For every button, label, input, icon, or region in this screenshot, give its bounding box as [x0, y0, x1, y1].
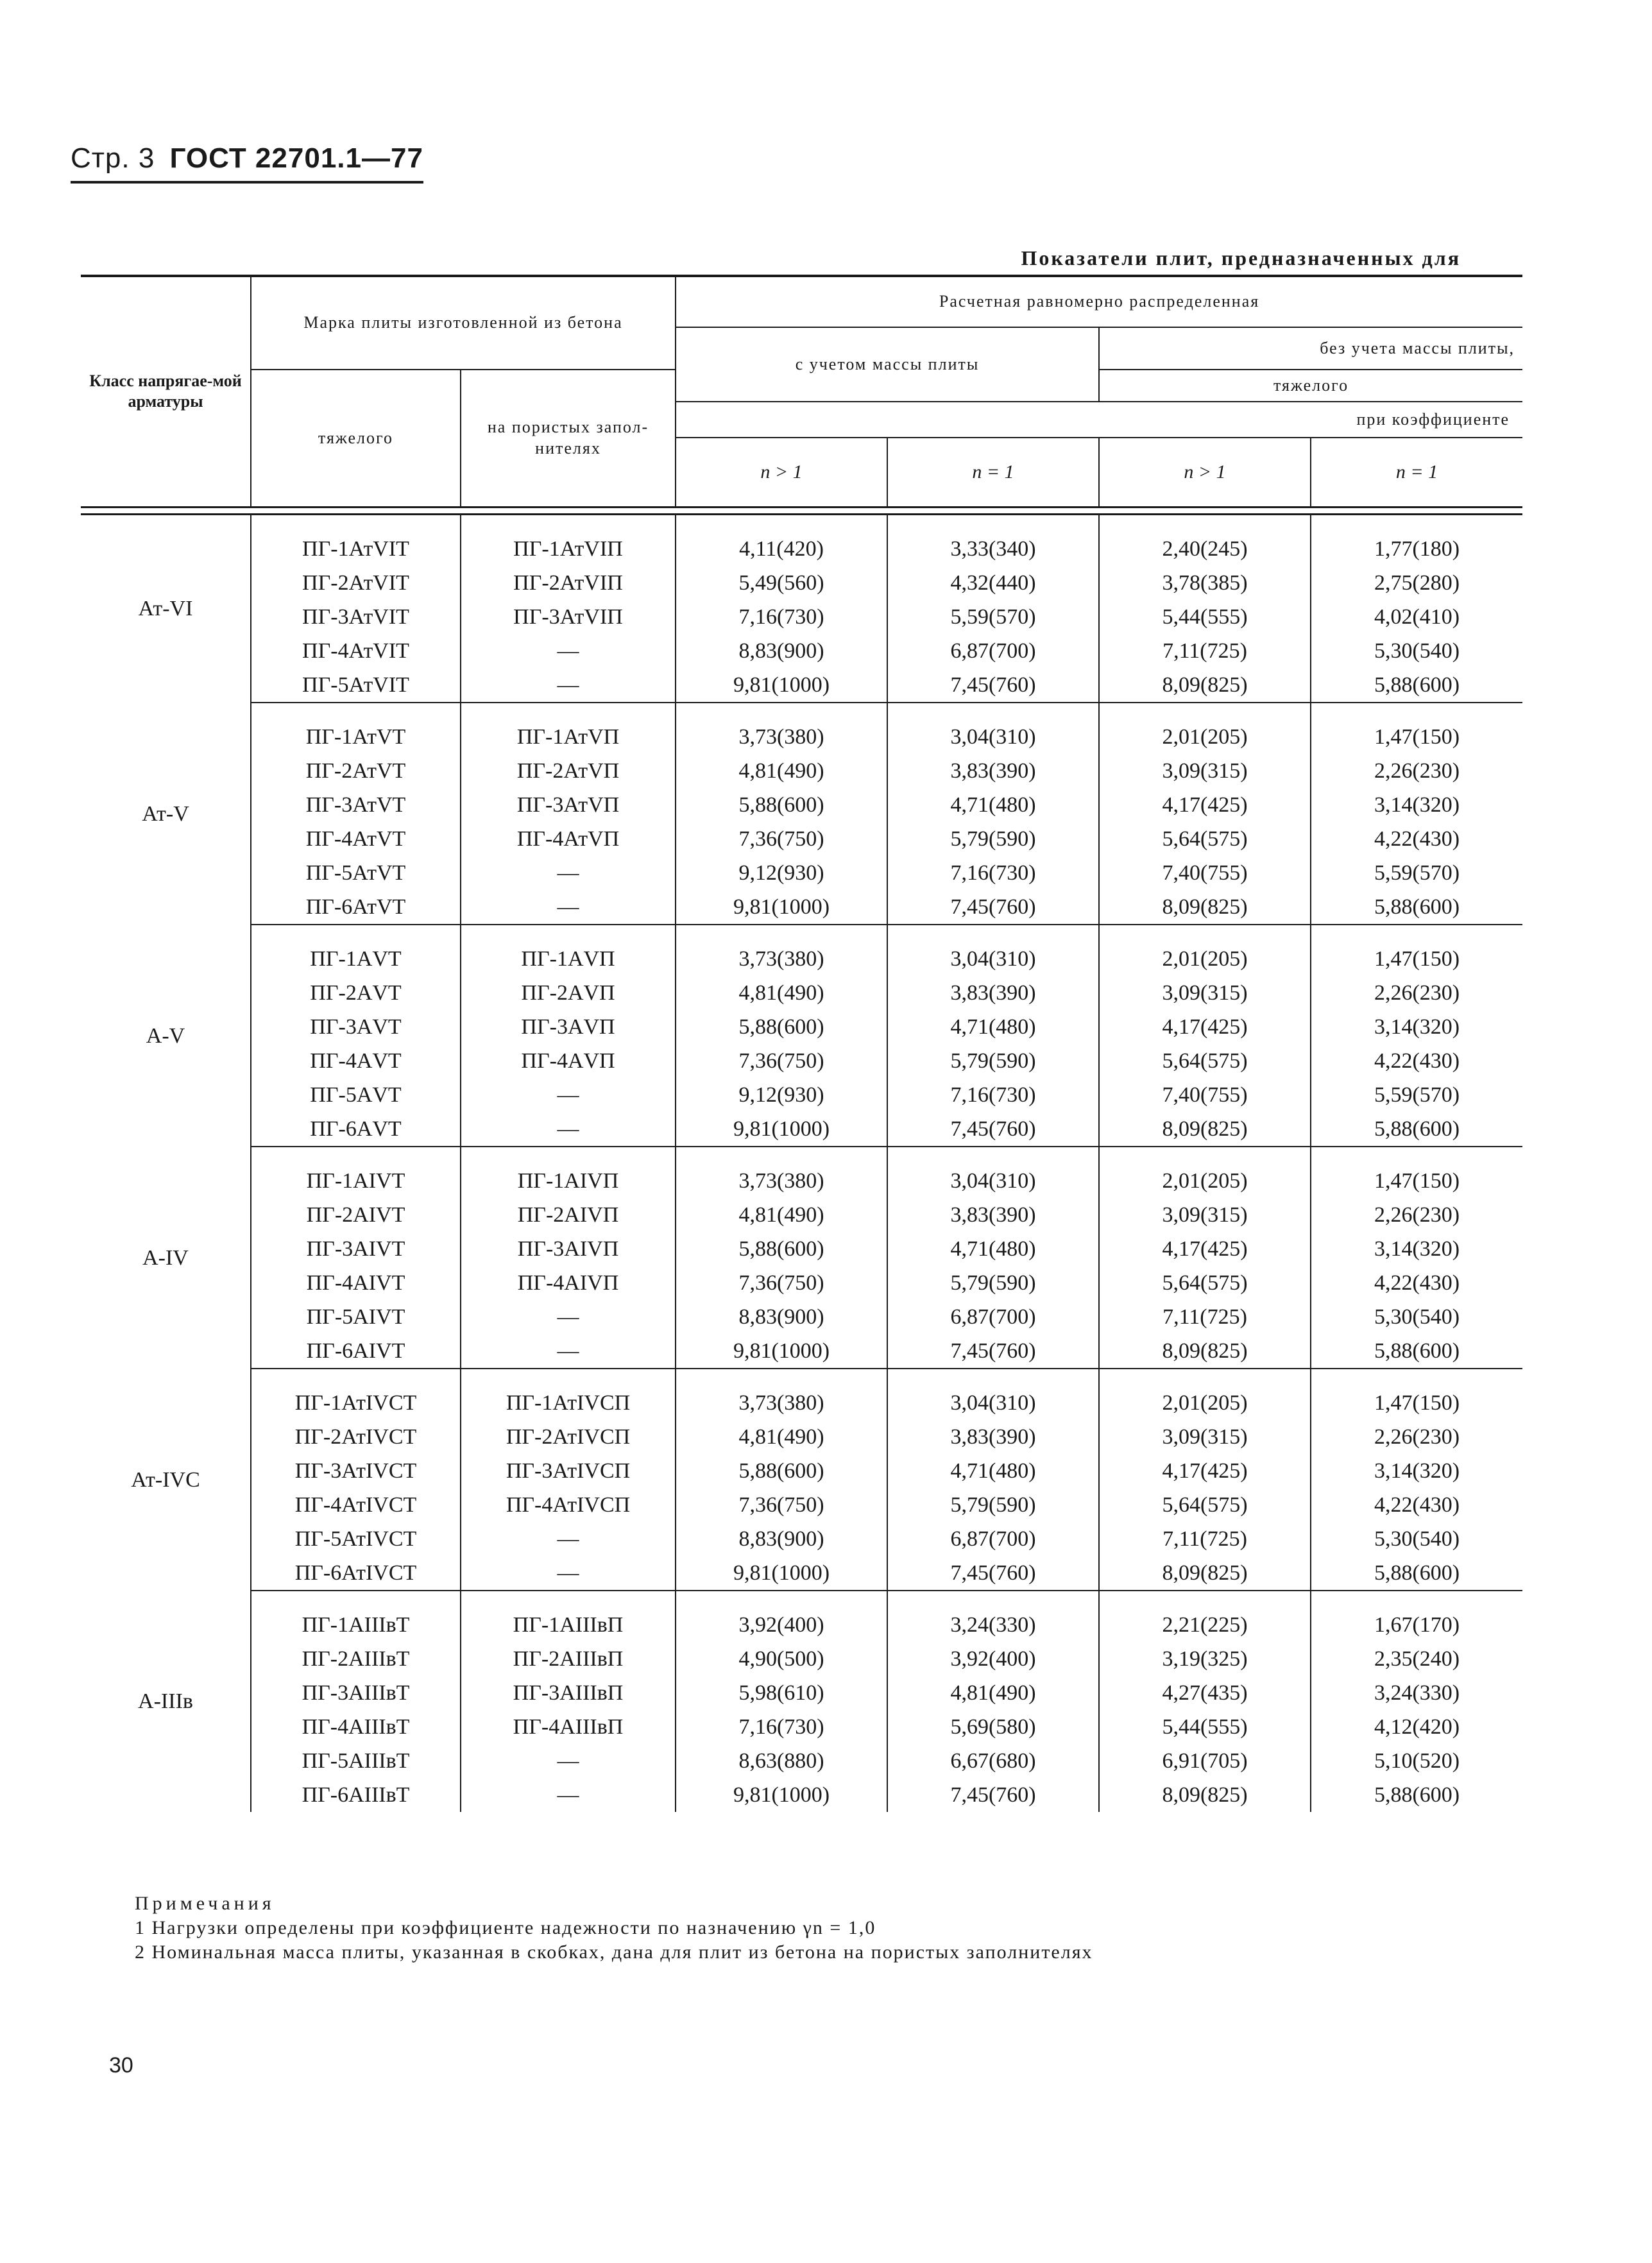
load-with-mass-n-eq-1-cell: 3,04(310) [887, 925, 1099, 976]
load-without-mass-n-gt-1-cell: 3,09(315) [1099, 1198, 1311, 1232]
grade-heavy-cell: ПГ-5АIVТ [251, 1300, 461, 1334]
table-row [81, 788, 1522, 822]
page-number: 30 [109, 2053, 133, 2078]
grade-porous-cell: ПГ-1АIIIвП [461, 1591, 676, 1642]
grade-porous-cell: ПГ-3АтVП [461, 788, 676, 822]
grade-porous-cell: — [461, 668, 676, 703]
header-without-slab-mass: без учета массы плиты, [1099, 327, 1522, 370]
table-row [81, 1676, 1522, 1710]
load-with-mass-n-eq-1-cell: 7,45(760) [887, 668, 1099, 703]
grade-heavy-cell: ПГ-2АIIIвТ [251, 1642, 461, 1676]
header-n-greater-1-with-mass: n > 1 [676, 438, 887, 507]
load-without-mass-n-eq-1-cell: 5,88(600) [1374, 1338, 1460, 1363]
grade-porous-cell: — [461, 1112, 676, 1147]
table-body [81, 514, 1522, 1812]
grade-porous-cell: — [461, 634, 676, 668]
table-row [81, 1334, 1522, 1369]
load-with-mass-n-gt-1-cell: 9,81(1000) [676, 890, 887, 925]
load-without-mass-n-eq-1-cell: 4,22(430) [1374, 1048, 1460, 1073]
grade-heavy-cell: ПГ-3АVТ [251, 1010, 461, 1044]
load-without-mass-n-gt-1-cell: 4,17(425) [1099, 788, 1311, 822]
load-without-mass-n-gt-1-cell: 5,64(575) [1099, 822, 1311, 856]
grade-heavy-cell: ПГ-6АIIIвТ [251, 1778, 461, 1812]
load-without-mass-n-eq-1-cell: 5,30(540) [1374, 1304, 1460, 1329]
table-row [81, 822, 1522, 856]
load-without-mass-n-eq-1-cell: 5,59(570) [1374, 860, 1460, 885]
load-without-mass-n-eq-1-cell: 5,88(600) [1374, 894, 1460, 919]
load-without-mass-n-gt-1-cell: 3,09(315) [1099, 754, 1311, 788]
load-without-mass-n-gt-1-cell: 2,01(205) [1099, 925, 1311, 976]
load-with-mass-n-eq-1-cell: 3,83(390) [887, 976, 1099, 1010]
table-row [81, 1778, 1522, 1812]
load-without-mass-n-eq-1-cell: 5,88(600) [1374, 672, 1460, 697]
grade-porous-cell: ПГ-3АтIVСП [461, 1454, 676, 1488]
header-double-rule [81, 507, 1522, 514]
load-without-mass-n-gt-1-cell: 2,01(205) [1099, 1147, 1311, 1198]
load-without-mass-n-eq-1-cell: 3,14(320) [1374, 1458, 1460, 1483]
load-with-mass-n-eq-1-cell: 3,83(390) [887, 1198, 1099, 1232]
load-without-mass-n-gt-1-cell: 5,64(575) [1099, 1488, 1311, 1522]
grade-porous-cell: ПГ-1АтIVСП [461, 1369, 676, 1420]
load-without-mass-n-gt-1-cell: 3,09(315) [1099, 976, 1311, 1010]
grade-heavy-cell: ПГ-4АтVIТ [251, 634, 461, 668]
grade-porous-cell: ПГ-3АVП [461, 1010, 676, 1044]
load-with-mass-n-eq-1-cell: 5,69(580) [887, 1710, 1099, 1744]
load-without-mass-n-eq-1-cell: 3,14(320) [1374, 1236, 1460, 1261]
header-slab-grade: Марка плиты изготовленной из бетона [251, 276, 676, 370]
load-table-container [81, 275, 1515, 1812]
load-without-mass-n-gt-1-cell: 8,09(825) [1099, 1334, 1311, 1369]
grade-porous-cell: — [461, 1744, 676, 1778]
table-row [81, 1147, 1522, 1198]
load-with-mass-n-gt-1-cell: 5,98(610) [676, 1676, 887, 1710]
standard-title: ГОСТ 22701.1—77 [169, 142, 423, 174]
grade-heavy-cell: ПГ-5АVТ [251, 1078, 461, 1112]
load-with-mass-n-eq-1-cell: 5,79(590) [887, 822, 1099, 856]
grade-porous-cell: — [461, 1078, 676, 1112]
load-with-mass-n-gt-1-cell: 3,73(380) [676, 703, 887, 754]
load-without-mass-n-eq-1-cell: 3,14(320) [1374, 1014, 1460, 1039]
load-with-mass-n-gt-1-cell: 3,73(380) [676, 925, 887, 976]
grade-heavy-cell: ПГ-5АIIIвТ [251, 1744, 461, 1778]
reinforcement-class-cell: А-IIIв [81, 1591, 251, 1812]
load-with-mass-n-eq-1-cell: 5,59(570) [887, 600, 1099, 634]
load-without-mass-n-eq-1-cell: 4,02(410) [1374, 604, 1460, 629]
load-with-mass-n-gt-1-cell: 5,88(600) [676, 1010, 887, 1044]
load-with-mass-n-gt-1-cell: 7,36(750) [676, 822, 887, 856]
header-heavy-concrete: тяжелого [251, 370, 461, 507]
table-row [81, 1744, 1522, 1778]
load-with-mass-n-eq-1-cell: 6,67(680) [887, 1744, 1099, 1778]
grade-porous-cell: ПГ-2АVП [461, 976, 676, 1010]
load-with-mass-n-eq-1-cell: 6,87(700) [887, 1300, 1099, 1334]
table-row [81, 1369, 1522, 1420]
load-with-mass-n-gt-1-cell: 4,81(490) [676, 1198, 887, 1232]
load-with-mass-n-gt-1-cell: 8,63(880) [676, 1744, 887, 1778]
reinforcement-class-cell: Ат-VI [81, 514, 251, 703]
grade-porous-cell: ПГ-4АтIVСП [461, 1488, 676, 1522]
page-label: Стр. 3 [71, 142, 155, 174]
header-n-equal-1-with-mass: n = 1 [887, 438, 1099, 507]
table-row [81, 1556, 1522, 1591]
table-row [81, 1112, 1522, 1147]
reinforcement-class-cell: Ат-IVС [81, 1369, 251, 1591]
load-without-mass-n-gt-1-cell: 3,09(315) [1099, 1420, 1311, 1454]
load-with-mass-n-gt-1-cell: 7,16(730) [676, 600, 887, 634]
load-with-mass-n-gt-1-cell: 5,88(600) [676, 1454, 887, 1488]
grade-porous-cell: — [461, 890, 676, 925]
load-with-mass-n-eq-1-cell: 7,45(760) [887, 1778, 1099, 1812]
page-header [71, 142, 423, 184]
grade-porous-cell: ПГ-3АтVIП [461, 600, 676, 634]
load-without-mass-n-gt-1-cell: 4,27(435) [1099, 1676, 1311, 1710]
grade-porous-cell: ПГ-4АVП [461, 1044, 676, 1078]
reinforcement-class-cell: А-V [81, 925, 251, 1147]
table-row [81, 1266, 1522, 1300]
grade-porous-cell: — [461, 1334, 676, 1369]
load-with-mass-n-eq-1-cell: 6,87(700) [887, 634, 1099, 668]
load-without-mass-n-eq-1-cell: 5,30(540) [1374, 1526, 1460, 1551]
load-with-mass-n-gt-1-cell: 4,11(420) [676, 514, 887, 566]
load-with-mass-n-eq-1-cell: 4,71(480) [887, 1010, 1099, 1044]
load-without-mass-n-eq-1-cell: 2,26(230) [1374, 1202, 1460, 1227]
grade-heavy-cell: ПГ-1АIVТ [251, 1147, 461, 1198]
load-with-mass-n-gt-1-cell: 4,90(500) [676, 1642, 887, 1676]
load-without-mass-n-eq-1-cell: 5,88(600) [1374, 1782, 1460, 1807]
table-row [81, 514, 1522, 566]
table-row [81, 1522, 1522, 1556]
load-with-mass-n-eq-1-cell: 7,45(760) [887, 1334, 1099, 1369]
grade-porous-cell: ПГ-3АIVП [461, 1232, 676, 1266]
notes [135, 1892, 1093, 1965]
table-header [81, 276, 1522, 514]
load-with-mass-n-gt-1-cell: 9,12(930) [676, 856, 887, 890]
grade-porous-cell: ПГ-4АтVП [461, 822, 676, 856]
load-without-mass-n-gt-1-cell: 4,17(425) [1099, 1454, 1311, 1488]
load-without-mass-n-gt-1-cell: 8,09(825) [1099, 668, 1311, 703]
load-without-mass-n-gt-1-cell: 6,91(705) [1099, 1744, 1311, 1778]
load-with-mass-n-eq-1-cell: 7,45(760) [887, 1112, 1099, 1147]
load-without-mass-n-eq-1-cell: 5,10(520) [1374, 1748, 1460, 1773]
load-with-mass-n-eq-1-cell: 7,45(760) [887, 890, 1099, 925]
grade-heavy-cell: ПГ-3АтVТ [251, 788, 461, 822]
grade-heavy-cell: ПГ-1АIIIвТ [251, 1591, 461, 1642]
table-row [81, 754, 1522, 788]
load-without-mass-n-gt-1-cell: 5,64(575) [1099, 1266, 1311, 1300]
table-row [81, 600, 1522, 634]
load-without-mass-n-gt-1-cell: 7,11(725) [1099, 1522, 1311, 1556]
grade-heavy-cell: ПГ-1АVТ [251, 925, 461, 976]
grade-heavy-cell: ПГ-3АтIVСТ [251, 1454, 461, 1488]
grade-porous-cell: — [461, 1522, 676, 1556]
grade-porous-cell: ПГ-2АIVП [461, 1198, 676, 1232]
load-without-mass-n-eq-1-cell: 5,88(600) [1374, 1560, 1460, 1585]
load-with-mass-n-gt-1-cell: 3,92(400) [676, 1591, 887, 1642]
load-with-mass-n-gt-1-cell: 4,81(490) [676, 976, 887, 1010]
table-row [81, 976, 1522, 1010]
grade-heavy-cell: ПГ-5АтIVСТ [251, 1522, 461, 1556]
grade-heavy-cell: ПГ-6АтVТ [251, 890, 461, 925]
grade-heavy-cell: ПГ-6АVТ [251, 1112, 461, 1147]
table-caption: Показатели плит, предназначенных для [1021, 246, 1461, 269]
load-with-mass-n-gt-1-cell: 7,36(750) [676, 1488, 887, 1522]
load-without-mass-n-gt-1-cell: 8,09(825) [1099, 1778, 1311, 1812]
load-without-mass-n-gt-1-cell: 4,17(425) [1099, 1232, 1311, 1266]
table-row [81, 1488, 1522, 1522]
load-without-mass-n-gt-1-cell: 7,11(725) [1099, 1300, 1311, 1334]
load-with-mass-n-gt-1-cell: 3,73(380) [676, 1369, 887, 1420]
load-with-mass-n-eq-1-cell: 7,16(730) [887, 856, 1099, 890]
load-without-mass-n-gt-1-cell: 5,64(575) [1099, 1044, 1311, 1078]
table-row [81, 1010, 1522, 1044]
header-heavy-concrete-load: тяжелого [1099, 370, 1522, 402]
grade-heavy-cell: ПГ-4АIVТ [251, 1266, 461, 1300]
load-without-mass-n-gt-1-cell: 2,01(205) [1099, 703, 1311, 754]
header-porous-aggregate: на пористых запол-нителях [461, 370, 676, 507]
load-without-mass-n-gt-1-cell: 7,40(755) [1099, 1078, 1311, 1112]
load-without-mass-n-eq-1-cell: 5,59(570) [1374, 1082, 1460, 1107]
table-row [81, 703, 1522, 754]
load-without-mass-n-eq-1-cell: 4,22(430) [1374, 1270, 1460, 1295]
header-n-greater-1-without-mass: n > 1 [1099, 438, 1311, 507]
load-with-mass-n-gt-1-cell: 5,49(560) [676, 566, 887, 600]
load-with-mass-n-gt-1-cell: 9,81(1000) [676, 1334, 887, 1369]
load-without-mass-n-eq-1-cell: 1,77(180) [1374, 536, 1460, 561]
grade-porous-cell: ПГ-4АIVП [461, 1266, 676, 1300]
header-at-coefficient: при коэффициенте [676, 402, 1522, 438]
grade-heavy-cell: ПГ-6АтIVСТ [251, 1556, 461, 1591]
load-without-mass-n-eq-1-cell: 2,26(230) [1374, 758, 1460, 783]
load-without-mass-n-eq-1-cell: 2,26(230) [1374, 980, 1460, 1005]
reinforcement-class-cell: Ат-V [81, 703, 251, 925]
grade-porous-cell: ПГ-2АтIVСП [461, 1420, 676, 1454]
load-without-mass-n-gt-1-cell: 7,40(755) [1099, 856, 1311, 890]
load-with-mass-n-eq-1-cell: 5,79(590) [887, 1488, 1099, 1522]
table-row [81, 856, 1522, 890]
load-with-mass-n-eq-1-cell: 4,71(480) [887, 1232, 1099, 1266]
load-without-mass-n-gt-1-cell: 5,44(555) [1099, 1710, 1311, 1744]
notes-title: Примечания [135, 1893, 275, 1914]
load-with-mass-n-eq-1-cell: 7,45(760) [887, 1556, 1099, 1591]
grade-heavy-cell: ПГ-5АтVIТ [251, 668, 461, 703]
load-without-mass-n-gt-1-cell: 7,11(725) [1099, 634, 1311, 668]
load-with-mass-n-eq-1-cell: 5,79(590) [887, 1266, 1099, 1300]
table-row [81, 1420, 1522, 1454]
load-with-mass-n-eq-1-cell: 3,83(390) [887, 1420, 1099, 1454]
load-with-mass-n-eq-1-cell: 3,92(400) [887, 1642, 1099, 1676]
load-with-mass-n-gt-1-cell: 8,83(900) [676, 1522, 887, 1556]
load-without-mass-n-eq-1-cell: 1,47(150) [1374, 1390, 1460, 1415]
table-row [81, 1300, 1522, 1334]
table-row [81, 1710, 1522, 1744]
load-without-mass-n-eq-1-cell: 1,47(150) [1374, 946, 1460, 971]
grade-porous-cell: ПГ-1АIVП [461, 1147, 676, 1198]
load-without-mass-n-eq-1-cell: 2,35(240) [1374, 1646, 1460, 1671]
load-with-mass-n-gt-1-cell: 5,88(600) [676, 788, 887, 822]
note-1: 1 Нагрузки определены при коэффициенте надежности по назначению γn = 1,0 [135, 1917, 876, 1938]
grade-porous-cell: — [461, 1556, 676, 1591]
table-row [81, 1642, 1522, 1676]
load-with-mass-n-eq-1-cell: 3,04(310) [887, 1369, 1099, 1420]
load-without-mass-n-eq-1-cell: 3,14(320) [1374, 792, 1460, 817]
grade-porous-cell: ПГ-1АтVIП [461, 514, 676, 566]
header-design-load: Расчетная равномерно распределенная [676, 276, 1522, 327]
note-2: 2 Номинальная масса плиты, указанная в скобках, дана для плит из бетона на пористых заполнителях [135, 1942, 1093, 1963]
load-with-mass-n-gt-1-cell: 9,81(1000) [676, 1556, 887, 1591]
load-with-mass-n-eq-1-cell: 4,32(440) [887, 566, 1099, 600]
grade-heavy-cell: ПГ-3АIIIвТ [251, 1676, 461, 1710]
load-without-mass-n-gt-1-cell: 2,01(205) [1099, 1369, 1311, 1420]
grade-heavy-cell: ПГ-1АтIVСТ [251, 1369, 461, 1420]
load-without-mass-n-eq-1-cell: 1,47(150) [1374, 724, 1460, 749]
grade-heavy-cell: ПГ-4АтIVСТ [251, 1488, 461, 1522]
load-with-mass-n-eq-1-cell: 4,71(480) [887, 1454, 1099, 1488]
load-with-mass-n-eq-1-cell: 7,16(730) [887, 1078, 1099, 1112]
load-with-mass-n-gt-1-cell: 7,16(730) [676, 1710, 887, 1744]
grade-porous-cell: — [461, 1778, 676, 1812]
load-with-mass-n-gt-1-cell: 9,81(1000) [676, 1778, 887, 1812]
load-with-mass-n-gt-1-cell: 9,12(930) [676, 1078, 887, 1112]
load-without-mass-n-eq-1-cell: 1,47(150) [1374, 1168, 1460, 1193]
load-with-mass-n-eq-1-cell: 3,24(330) [887, 1591, 1099, 1642]
table-row [81, 925, 1522, 976]
grade-porous-cell: ПГ-2АтVIП [461, 566, 676, 600]
load-with-mass-n-eq-1-cell: 3,33(340) [887, 514, 1099, 566]
grade-heavy-cell: ПГ-2АIVТ [251, 1198, 461, 1232]
load-with-mass-n-gt-1-cell: 7,36(750) [676, 1044, 887, 1078]
grade-heavy-cell: ПГ-5АтVТ [251, 856, 461, 890]
grade-heavy-cell: ПГ-4АIIIвТ [251, 1710, 461, 1744]
load-with-mass-n-gt-1-cell: 8,83(900) [676, 1300, 887, 1334]
load-without-mass-n-gt-1-cell: 3,78(385) [1099, 566, 1311, 600]
grade-heavy-cell: ПГ-4АVТ [251, 1044, 461, 1078]
table-row [81, 634, 1522, 668]
load-with-mass-n-eq-1-cell: 5,79(590) [887, 1044, 1099, 1078]
load-with-mass-n-eq-1-cell: 3,04(310) [887, 1147, 1099, 1198]
grade-porous-cell: ПГ-1АVП [461, 925, 676, 976]
load-with-mass-n-gt-1-cell: 5,88(600) [676, 1232, 887, 1266]
load-with-mass-n-gt-1-cell: 4,81(490) [676, 1420, 887, 1454]
load-with-mass-n-eq-1-cell: 4,71(480) [887, 788, 1099, 822]
header-with-slab-mass: с учетом массы плиты [676, 327, 1099, 402]
load-with-mass-n-eq-1-cell: 4,81(490) [887, 1676, 1099, 1710]
grade-heavy-cell: ПГ-2АтVIТ [251, 566, 461, 600]
grade-heavy-cell: ПГ-1АтVТ [251, 703, 461, 754]
grade-porous-cell: ПГ-3АIIIвП [461, 1676, 676, 1710]
load-without-mass-n-eq-1-cell: 1,67(170) [1374, 1612, 1460, 1637]
grade-porous-cell: ПГ-2АIIIвП [461, 1642, 676, 1676]
header-reinforcement-class: Класс напрягае-мой арматуры [81, 276, 251, 507]
load-without-mass-n-gt-1-cell: 2,40(245) [1099, 514, 1311, 566]
load-without-mass-n-eq-1-cell: 4,22(430) [1374, 1492, 1460, 1517]
load-without-mass-n-eq-1-cell: 4,22(430) [1374, 826, 1460, 851]
load-without-mass-n-gt-1-cell: 8,09(825) [1099, 1112, 1311, 1147]
load-with-mass-n-gt-1-cell: 9,81(1000) [676, 1112, 887, 1147]
grade-heavy-cell: ПГ-2АтIVСТ [251, 1420, 461, 1454]
load-table [81, 275, 1522, 1812]
load-with-mass-n-eq-1-cell: 6,87(700) [887, 1522, 1099, 1556]
table-row [81, 1591, 1522, 1642]
grade-porous-cell: ПГ-2АтVП [461, 754, 676, 788]
grade-heavy-cell: ПГ-2АтVТ [251, 754, 461, 788]
load-without-mass-n-eq-1-cell: 2,26(230) [1374, 1424, 1460, 1449]
table-row [81, 566, 1522, 600]
load-without-mass-n-gt-1-cell: 2,21(225) [1099, 1591, 1311, 1642]
grade-porous-cell: ПГ-1АтVП [461, 703, 676, 754]
grade-heavy-cell: ПГ-1АтVIТ [251, 514, 461, 566]
grade-heavy-cell: ПГ-2АVТ [251, 976, 461, 1010]
load-without-mass-n-gt-1-cell: 3,19(325) [1099, 1642, 1311, 1676]
grade-heavy-cell: ПГ-3АIVТ [251, 1232, 461, 1266]
load-without-mass-n-eq-1-cell: 4,12(420) [1374, 1714, 1460, 1739]
grade-porous-cell: — [461, 856, 676, 890]
load-with-mass-n-gt-1-cell: 7,36(750) [676, 1266, 887, 1300]
grade-porous-cell: ПГ-4АIIIвП [461, 1710, 676, 1744]
load-with-mass-n-gt-1-cell: 3,73(380) [676, 1147, 887, 1198]
load-with-mass-n-eq-1-cell: 3,04(310) [887, 703, 1099, 754]
grade-heavy-cell: ПГ-6АIVТ [251, 1334, 461, 1369]
table-row [81, 890, 1522, 925]
load-without-mass-n-eq-1-cell: 5,88(600) [1374, 1116, 1460, 1141]
table-row [81, 1044, 1522, 1078]
load-without-mass-n-gt-1-cell: 8,09(825) [1099, 1556, 1311, 1591]
load-with-mass-n-gt-1-cell: 8,83(900) [676, 634, 887, 668]
table-row [81, 1078, 1522, 1112]
load-without-mass-n-eq-1-cell: 2,75(280) [1374, 570, 1460, 595]
reinforcement-class-cell: А-IV [81, 1147, 251, 1369]
load-without-mass-n-eq-1-cell: 5,30(540) [1374, 638, 1460, 663]
grade-heavy-cell: ПГ-4АтVТ [251, 822, 461, 856]
table-row [81, 668, 1522, 703]
load-without-mass-n-gt-1-cell: 8,09(825) [1099, 890, 1311, 925]
table-row [81, 1232, 1522, 1266]
table-row [81, 1454, 1522, 1488]
grade-porous-cell: — [461, 1300, 676, 1334]
load-with-mass-n-gt-1-cell: 4,81(490) [676, 754, 887, 788]
table-row [81, 1198, 1522, 1232]
load-without-mass-n-gt-1-cell: 4,17(425) [1099, 1010, 1311, 1044]
load-without-mass-n-gt-1-cell: 5,44(555) [1099, 600, 1311, 634]
header-n-equal-1-without-mass: n = 1 [1395, 461, 1438, 482]
load-without-mass-n-eq-1-cell: 3,24(330) [1374, 1680, 1460, 1705]
grade-heavy-cell: ПГ-3АтVIТ [251, 600, 461, 634]
load-with-mass-n-gt-1-cell: 9,81(1000) [676, 668, 887, 703]
load-with-mass-n-eq-1-cell: 3,83(390) [887, 754, 1099, 788]
